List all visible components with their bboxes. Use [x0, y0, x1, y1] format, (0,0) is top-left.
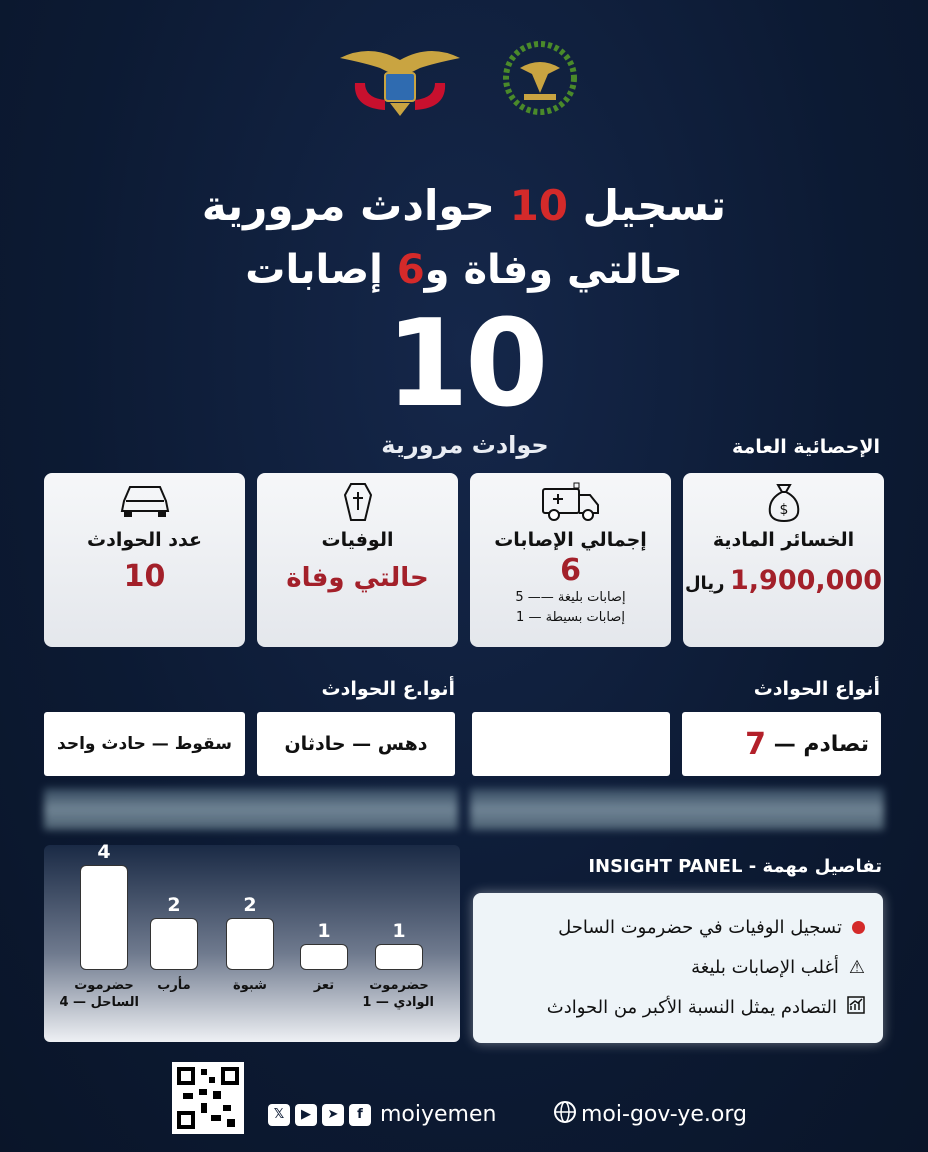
insight-item [491, 907, 865, 947]
insight-text: أغلب الإصابات بليغة [691, 956, 839, 978]
bar [80, 865, 128, 970]
hero-number: 10 [385, 295, 545, 434]
governorate-bar-chart [44, 841, 460, 1042]
svg-text:$: $ [779, 502, 788, 518]
category-line: الوادي — 1 [362, 995, 434, 1010]
type-runover: دهس — حادثان [257, 712, 455, 776]
card-total-injuries [470, 473, 671, 647]
bar [375, 944, 423, 970]
headline-line-2 [0, 245, 928, 295]
bar [226, 918, 274, 971]
insight-panel [473, 893, 883, 1043]
category-line: حضرموت [369, 978, 429, 993]
insight-item [491, 947, 865, 987]
headline-text: تسجيل [568, 181, 727, 230]
bar-value-label: 2 [167, 893, 181, 916]
headline-injuries: 6 [396, 247, 425, 293]
website-url[interactable]: moi-gov-ye.org [581, 1101, 747, 1127]
accident-types-heading-2: أنوا.ع الحوادث [321, 678, 455, 700]
coffin-icon [257, 481, 458, 523]
card-label: إجمالي الإصابات [494, 529, 647, 551]
website[interactable] [553, 1100, 747, 1128]
blurred-band [470, 788, 884, 830]
severe-injuries: إصابات بليغة —— 5 [515, 590, 626, 605]
hero-label: حوادث مرورية [381, 431, 549, 459]
general-stats-heading: الإحصائية العامة [731, 436, 880, 458]
card-accident-count [44, 473, 245, 647]
card-value: 1,900,000 [730, 565, 883, 596]
headline-text: حالتي وفاة و [424, 247, 683, 293]
type-empty-box [472, 712, 670, 776]
bar [150, 918, 198, 971]
category-line: تعز [313, 978, 335, 993]
telegram-icon[interactable]: ➤ [322, 1104, 344, 1126]
bar-category-label [289, 977, 359, 994]
bar-value-label: 4 [97, 841, 111, 863]
card-material-losses [683, 473, 884, 647]
card-label: الخسائر المادية [712, 529, 855, 551]
globe-icon [553, 1100, 577, 1128]
insight-text: تسجيل الوفيات في حضرموت الساحل [558, 916, 842, 938]
social-handle[interactable]: moiyemen [380, 1102, 497, 1127]
bar-value-label: 1 [392, 919, 406, 942]
headline-line-1 [0, 180, 928, 232]
insight-text: التصادم يمثل النسبة الأكبر من الحوادث [546, 996, 837, 1018]
facebook-icon[interactable]: f [349, 1104, 371, 1126]
warning-icon: ⚠ [848, 956, 865, 978]
ministry-interior-emblem [475, 38, 605, 118]
card-value: حالتي وفاة [286, 563, 429, 593]
qr-code[interactable] [172, 1062, 244, 1134]
blurred-band [44, 788, 458, 830]
currency-unit: ريال [684, 573, 725, 594]
bar-category-label [364, 977, 434, 1011]
youtube-icon[interactable]: ▶ [295, 1104, 317, 1126]
category-line: مأرب [157, 978, 191, 993]
category-line: الساحل — 4 [59, 995, 139, 1010]
insight-heading: تفاصيل مهمة - INSIGHT PANEL [588, 856, 882, 877]
x-icon[interactable]: 𝕏 [268, 1104, 290, 1126]
red-dot-icon [852, 921, 865, 934]
category-line: شبوة [233, 978, 267, 993]
chart-icon [847, 996, 865, 1019]
ambulance-icon [470, 481, 671, 523]
accident-types-heading: أنواع الحوادث [753, 678, 880, 700]
card-label: الوفيات [321, 529, 394, 551]
yemen-eagle-emblem [335, 38, 465, 118]
headline-text: حوادث مرورية [201, 181, 510, 230]
headline-text: إصابات [245, 247, 397, 293]
headline-count: 10 [509, 181, 569, 230]
bar-value-label: 2 [243, 893, 257, 916]
card-label: عدد الحوادث [87, 529, 202, 551]
money-bag-icon [683, 481, 884, 523]
minor-injuries: إصابات بسيطة — 1 [516, 610, 625, 625]
type-label: تصادم — [773, 731, 869, 757]
type-fall: سقوط — حادث واحد [44, 712, 245, 776]
bar-category-label [59, 977, 139, 1011]
type-value: 7 [745, 726, 767, 762]
bar [300, 944, 348, 970]
card-value: 10 [123, 559, 166, 594]
type-collision [682, 712, 881, 776]
car-icon [44, 481, 245, 523]
bar-value-label: 1 [317, 919, 331, 942]
card-deaths [257, 473, 458, 647]
social-icons [268, 1102, 496, 1127]
bar-category-label [215, 977, 285, 994]
bar-category-label [139, 977, 209, 994]
insight-item [491, 987, 865, 1027]
category-line: حضرموت [74, 978, 134, 993]
card-value: 6 [560, 553, 581, 588]
